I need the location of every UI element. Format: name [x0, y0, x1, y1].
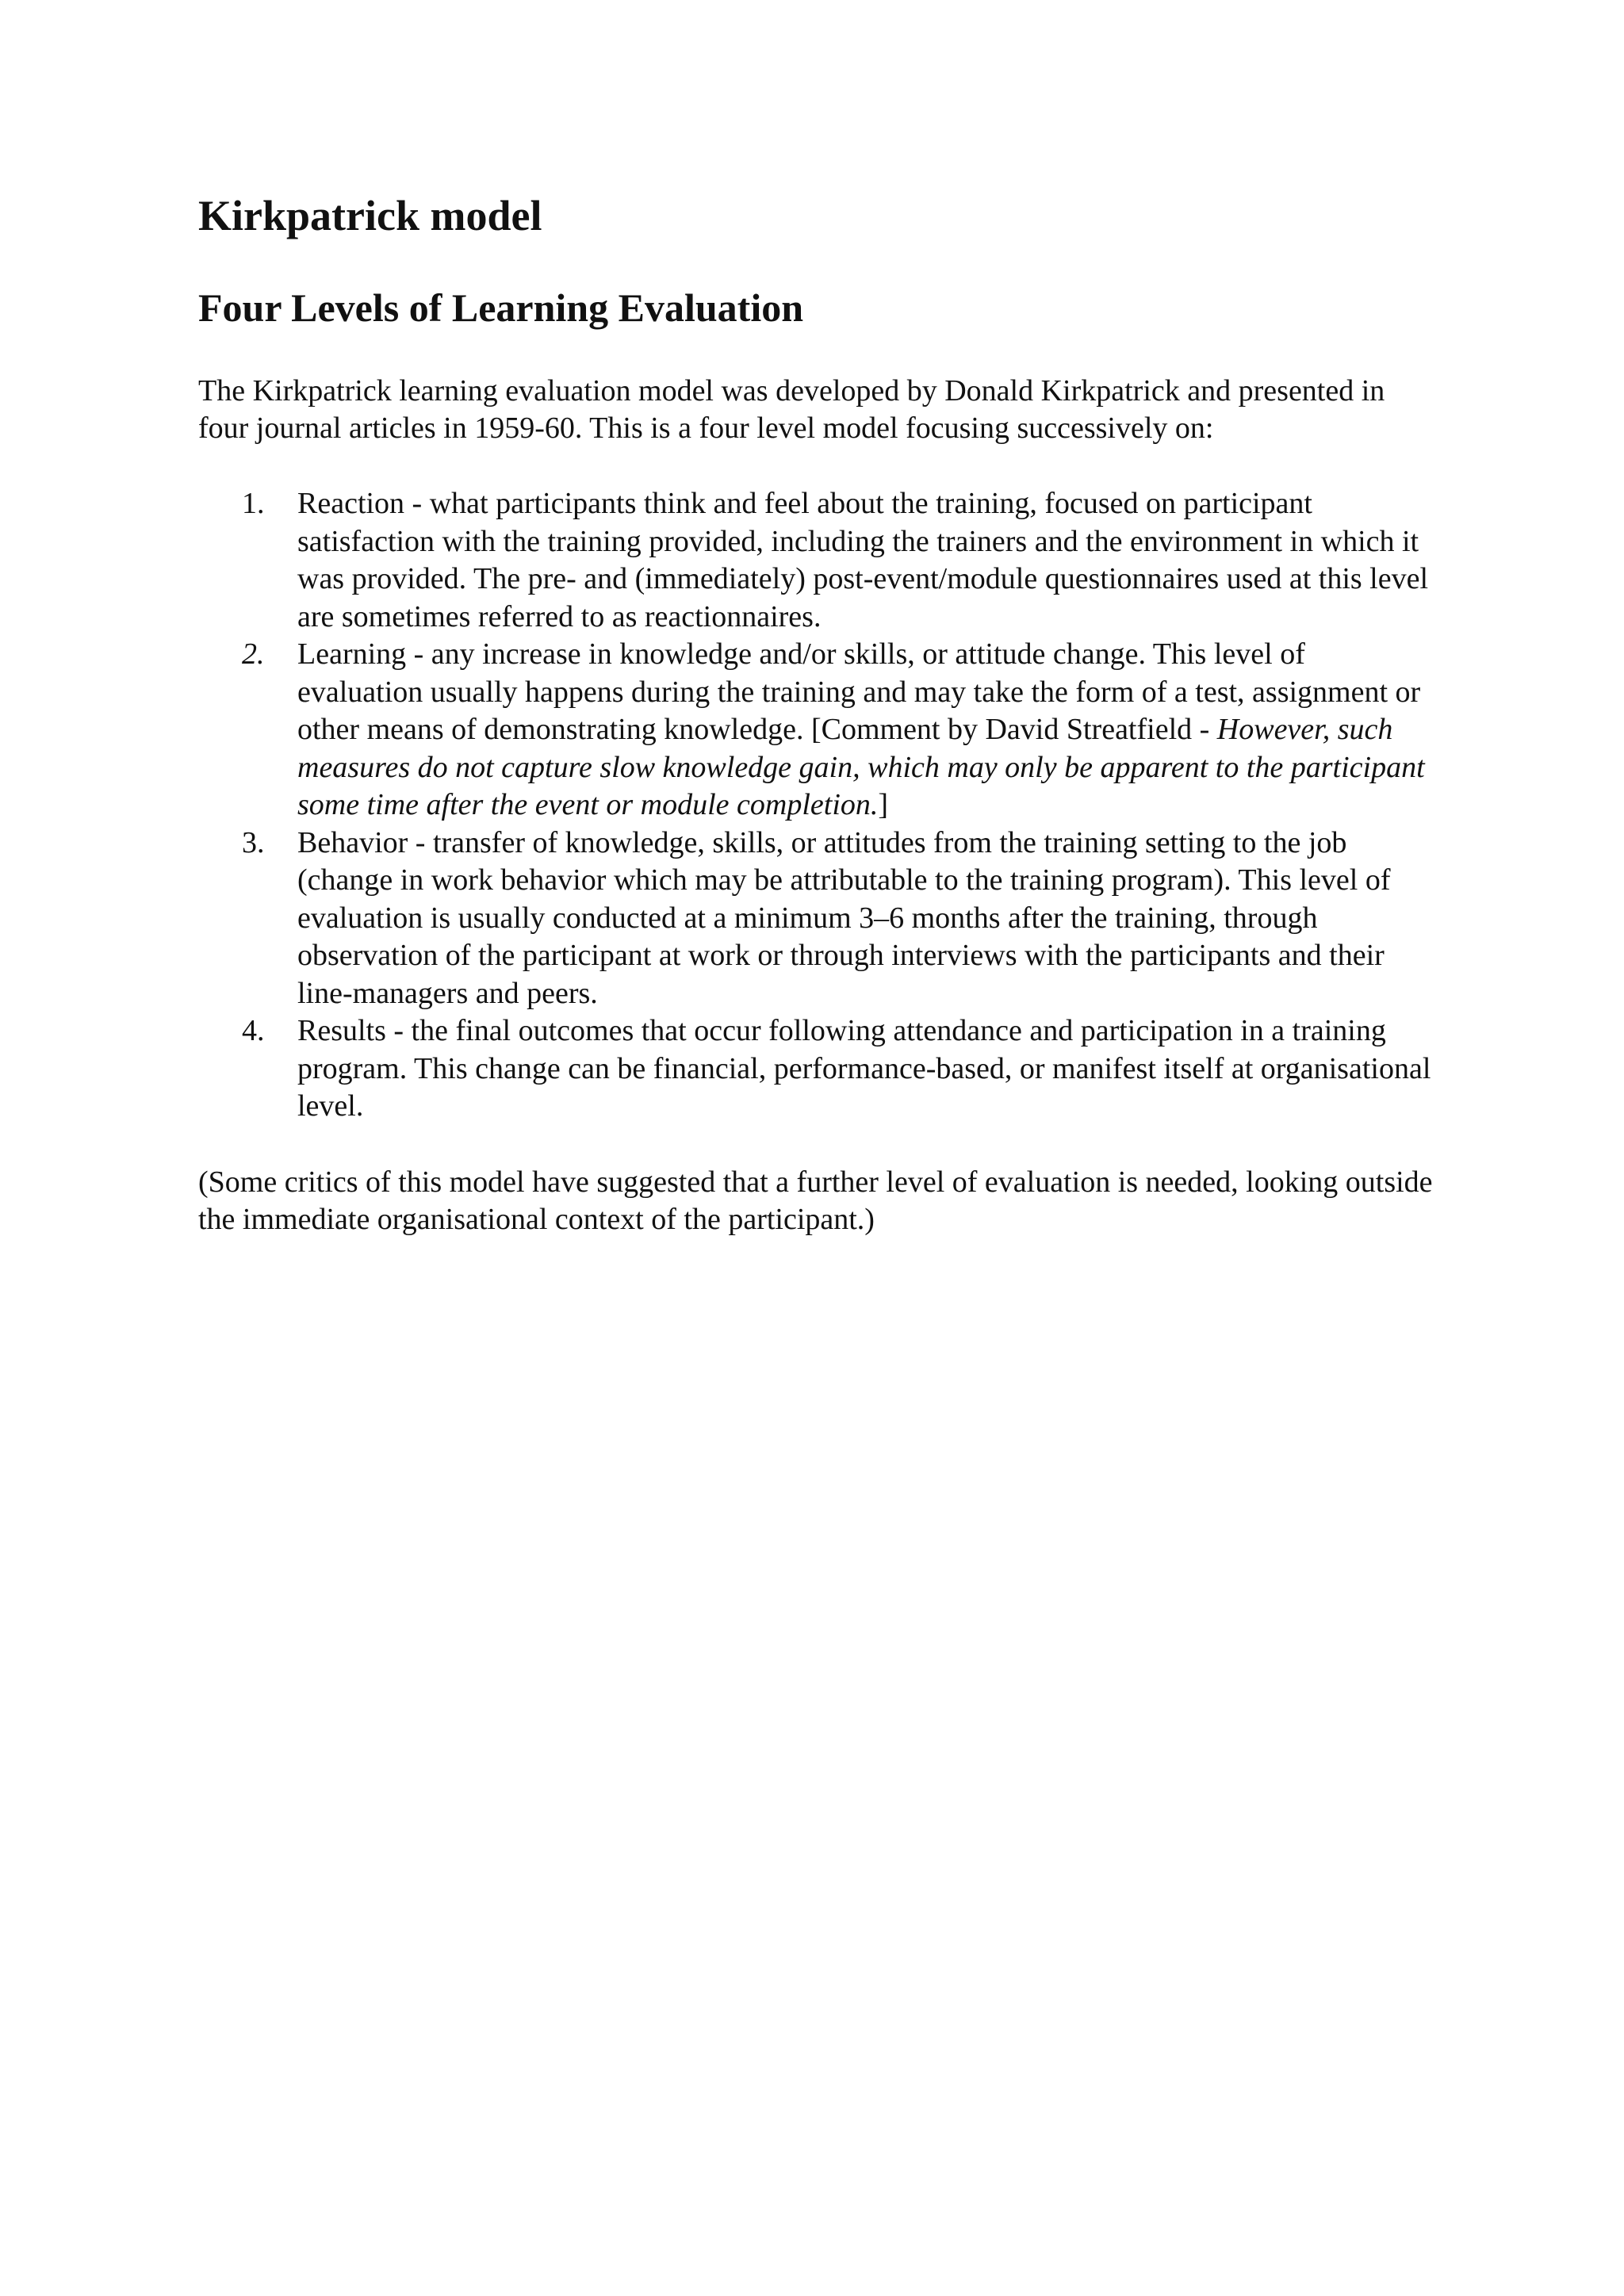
- list-number: 1.: [242, 487, 265, 520]
- streatfield-comment: However, such measures do not capture slow knowledge gain, which may only be apparent to the participant some time after the event or module completion.: [297, 713, 1425, 821]
- levels-list: [198, 485, 1435, 1126]
- list-item-behavior: [198, 825, 1435, 1013]
- list-number: 3.: [242, 825, 265, 859]
- intro-paragraph: The Kirkpatrick learning evaluation model was developed by Donald Kirkpatrick and presented in four journal articles in 1959-60. This is a four level model focusing successively on:: [198, 374, 1385, 445]
- list-number: 4.: [242, 1014, 265, 1047]
- list-item-reaction: [198, 485, 1435, 636]
- list-item-text: Behavior - transfer of knowledge, skills, or attitudes from the training setting to the job (change in work behavior which may be attributable to the training program). This level of evaluation is usually conducted at a minimum 3–6 months after the training, through observation of the participant at work or through interviews with the participants and their line-managers and peers.: [297, 825, 1391, 1010]
- list-item-text: Reaction - what participants think and feel about the training, focused on participant satisfaction with the training provided, including the trainers and the environment in which it was provided. The pre- and (immediately) post-event/module questionnaires used at this level are sometimes referred to as reactionnaires.: [297, 487, 1429, 633]
- list-item-text: Learning - any increase in knowledge and/or skills, or attitude change. This level of evaluation usually happens during the training and may take the form of a test, assignment or other means of demonstrating knowledge. [Comment by David Streatfield -: [297, 637, 1421, 746]
- list-item-learning: [198, 636, 1435, 825]
- document-title: Kirkpatrick model: [198, 192, 542, 239]
- list-item-text: Results - the final outcomes that occur following attendance and participation in a training program. This change can be financial, performance-based, or manifest itself at organisational level.: [297, 1014, 1431, 1123]
- closing-paragraph: (Some critics of this model have suggested that a further level of evaluation is needed, looking outside the immediate organisational context of the participant.): [198, 1165, 1433, 1236]
- document-subtitle: Four Levels of Learning Evaluation: [198, 285, 804, 330]
- comment-close-bracket: ]: [878, 788, 889, 821]
- document-content: [198, 190, 1435, 1238]
- list-number: 2.: [242, 637, 265, 671]
- list-item-results: [198, 1012, 1435, 1126]
